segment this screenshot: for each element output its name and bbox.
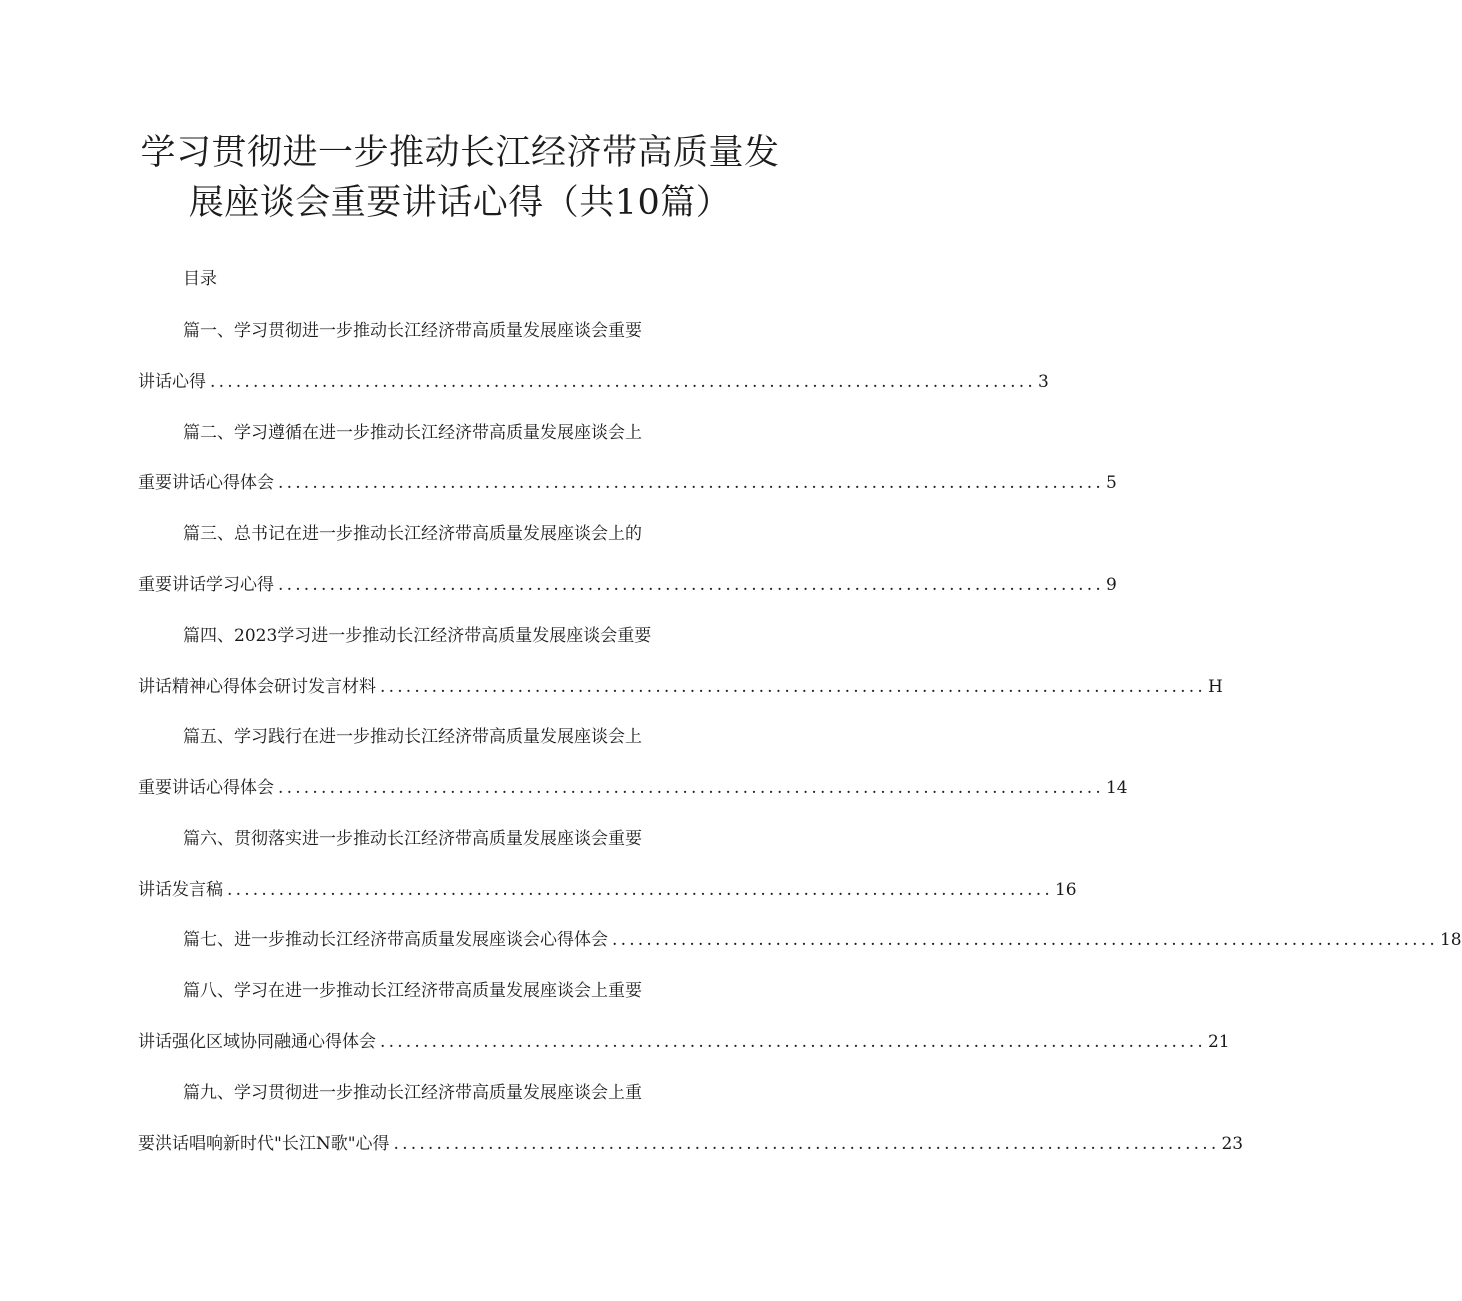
dot-leader: ................................................................................................	[380, 677, 1206, 697]
page-title	[100, 128, 820, 228]
toc-entry-text: 要洪话唱响新时代"长江N歌"心得	[138, 1134, 390, 1154]
toc-entry-text: 重要讲话心得体会	[138, 473, 274, 493]
page-number: 3	[1037, 372, 1049, 392]
dot-leader: ................................................................................................	[612, 930, 1438, 950]
dot-leader: ................................................................................................	[210, 372, 1036, 392]
dot-leader: ................................................................................................	[380, 1032, 1206, 1052]
page-number: 18	[1439, 930, 1462, 950]
page-number: H	[1207, 677, 1223, 697]
dot-leader: ................................................................................................	[278, 575, 1104, 595]
toc-entry-text: 重要讲话学习心得	[138, 575, 274, 595]
toc-entry-7[interactable]	[183, 927, 1462, 953]
page-number: 16	[1054, 880, 1077, 900]
toc-entry-4-line2[interactable]	[138, 674, 1223, 700]
toc-entry-9-line1[interactable]: 篇九、学习贯彻进一步推动长江经济带高质量发展座谈会上重	[183, 1083, 642, 1103]
toc-entry-5-line2[interactable]	[138, 775, 1128, 801]
toc-entry-text: 讲话精神心得体会研讨发言材料	[138, 677, 376, 697]
dot-leader: ................................................................................................	[227, 880, 1053, 900]
dot-leader: ................................................................................................	[278, 473, 1104, 493]
toc-entry-8-line1[interactable]: 篇八、学习在进一步推动长江经济带高质量发展座谈会上重要	[183, 981, 642, 1001]
toc-entry-text: 讲话强化区域协同融通心得体会	[138, 1032, 376, 1052]
toc-entry-1-line2[interactable]	[138, 369, 1049, 395]
title-line-1: 学习贯彻进一步推动长江经济带高质量发	[140, 133, 780, 173]
toc-heading: 目录	[183, 269, 217, 289]
page-number: 5	[1105, 473, 1117, 493]
toc-entry-text: 篇七、进一步推动长江经济带高质量发展座谈会心得体会	[183, 930, 608, 950]
toc-entry-text: 讲话心得	[138, 372, 206, 392]
toc-entry-6-line1[interactable]: 篇六、贯彻落实进一步推动长江经济带高质量发展座谈会重要	[183, 829, 642, 849]
page-number: 9	[1105, 575, 1117, 595]
page-number: 23	[1221, 1134, 1244, 1154]
dot-leader: ................................................................................................	[278, 778, 1104, 798]
page-number: 14	[1105, 778, 1128, 798]
toc-entry-4-line1[interactable]: 篇四、2023学习进一步推动长江经济带高质量发展座谈会重要	[183, 626, 652, 646]
toc-entry-text: 重要讲话心得体会	[138, 778, 274, 798]
toc-entry-1-line1[interactable]: 篇一、学习贯彻进一步推动长江经济带高质量发展座谈会重要	[183, 321, 642, 341]
toc-entry-9-line2[interactable]	[138, 1131, 1244, 1157]
toc-entry-6-line2[interactable]	[138, 877, 1077, 903]
toc-entry-text: 讲话发言稿	[138, 880, 223, 900]
toc-entry-2-line2[interactable]	[138, 470, 1117, 496]
toc-entry-2-line1[interactable]: 篇二、学习遵循在进一步推动长江经济带高质量发展座谈会上	[183, 423, 642, 443]
toc-entry-5-line1[interactable]: 篇五、学习践行在进一步推动长江经济带高质量发展座谈会上	[183, 727, 642, 747]
title-line-2: 展座谈会重要讲话心得（共10篇）	[188, 183, 732, 223]
toc-entry-3-line2[interactable]	[138, 572, 1117, 598]
dot-leader: ................................................................................................	[393, 1134, 1220, 1154]
page-number: 21	[1207, 1032, 1230, 1052]
toc-entry-8-line2[interactable]	[138, 1029, 1230, 1055]
toc-entry-3-line1[interactable]: 篇三、总书记在进一步推动长江经济带高质量发展座谈会上的	[183, 524, 642, 544]
